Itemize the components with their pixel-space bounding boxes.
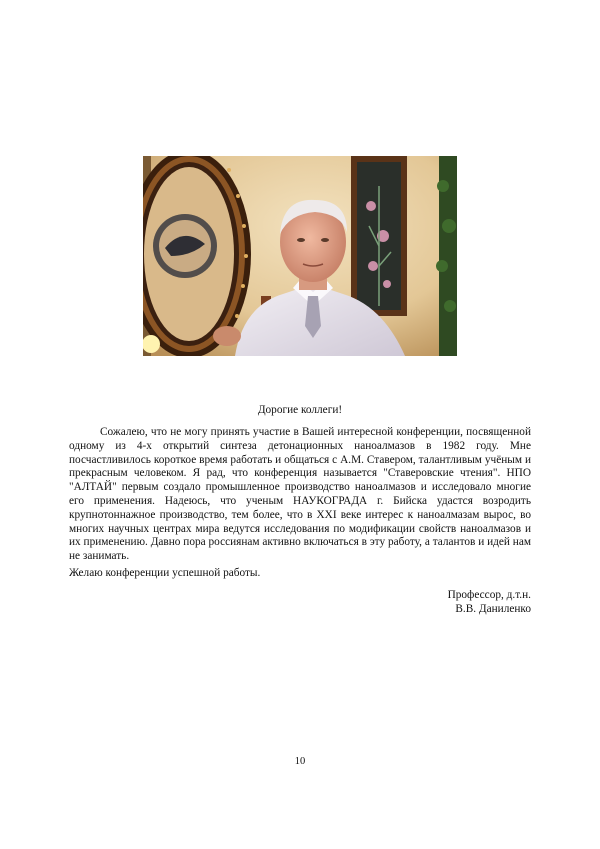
- page-number: 10: [294, 756, 306, 767]
- salutation: Дорогие коллеги!: [257, 404, 343, 416]
- signature-title: Профессор, д.т.н.: [447, 589, 531, 601]
- signature-block: [448, 589, 531, 617]
- signature-name: В.В. Даниленко: [455, 602, 531, 615]
- portrait-photo: [143, 156, 457, 356]
- letter-body: [69, 426, 531, 564]
- body-paragraph: Сожалею, что не могу принять участие в Вашей интересной конференции, посвященной одному из 4-х открытий синтеза детонационных наноалмазов в 1982 году. Мне посчастливилось короткое время работать и общаться с А.М. Ставером, талантливым учёным и прекрасным человеком. Я рад, что конференция называется "Ставеровские чтения". НПО "АЛТАЙ" первым создало промышленное производство наноалмазов и исследовало многие его применения. Надеюсь, что ученым НАУКОГРАДА г. Бийска удастся возродить крупнотоннажное производство, тем более, что в XXI веке интерес к наноалмазам вырос, во многих научных центрах мира ведутся исследования по модификации свойств наноалмазов и их применению. Давно пора россиянам активно включаться в эту работу, а талантов и идей нам не занимать.: [69, 426, 531, 563]
- closing-line: Желаю конференции успешной работы.: [69, 567, 261, 579]
